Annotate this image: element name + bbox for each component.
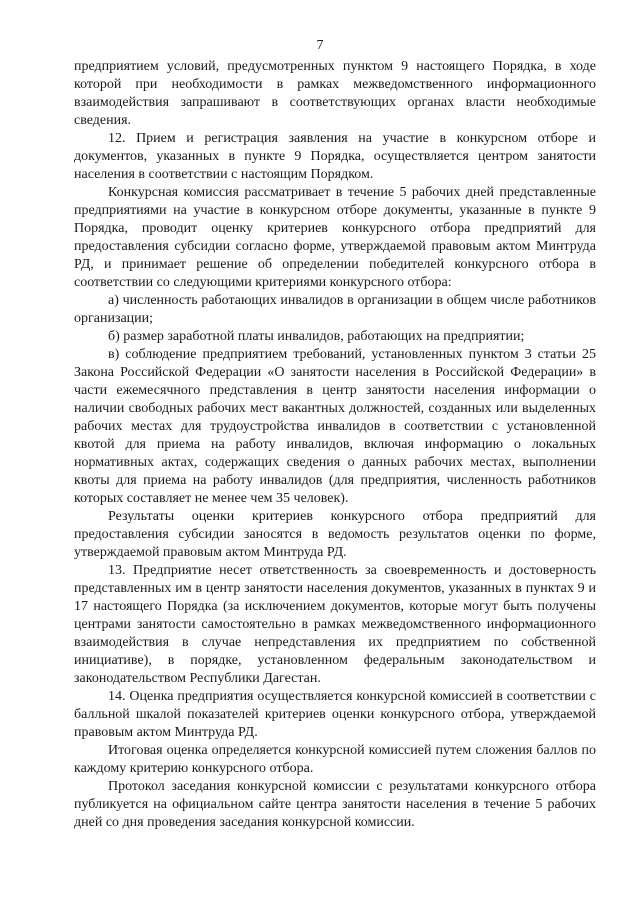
paragraph-continuation: предприятием условий, предусмотренных пунктом 9 настоящего Порядка, в ходе которой при необходимости в рамках межведомственного информационного взаимодействия запрашивают в соответствующих органах власти необходимые сведения. — [74, 59, 596, 128]
paragraph-item-12: 12. Прием и регистрация заявления на участие в конкурсном отборе и документов, указанных в пункте 9 Порядка, осуществляется центром занятости населения в соответствии с настоящим Порядком. — [74, 131, 596, 182]
paragraph-item-13: 13. Предприятие несет ответственность за своевременность и достоверность представленных им в центр занятости населения документов, указанных в пунктах 9 и 17 настоящего Порядка (за исключением документов, которые могут быть получены центрами занятости самостоятельно в рамках межведомственного информационного взаимодействия в случае непредставления их предприятием по собственной инициативе), в порядке, установленном федеральным законодательством и законодательством Республики Дагестан. — [74, 563, 596, 686]
paragraph-final-score: Итоговая оценка определяется конкурсной комиссией путем сложения баллов по каждому критерию конкурсного отбора. — [74, 743, 596, 776]
paragraph-item-14: 14. Оценка предприятия осуществляется конкурсной комиссией в соответствии с балльной шкалой показателей критериев оценки конкурсного отбора, утверждаемой правовым актом Минтруда РД. — [74, 689, 596, 740]
criterion-a: а) численность работающих инвалидов в организации в общем числе работников организации; — [74, 293, 596, 326]
paragraph-protocol: Протокол заседания конкурсной комиссии с результатами конкурсного отбора публикуется на официальном сайте центра занятости населения в течение 5 рабочих дней со дня проведения заседания конкурсной комиссии. — [74, 779, 596, 830]
document-body — [74, 58, 596, 832]
paragraph-commission: Конкурсная комиссия рассматривает в течение 5 рабочих дней представленные предприятиями на участие в конкурсном отборе документы, указанные в пункте 9 Порядка, проводит оценку критериев конкурсного отбора предприятий для предоставления субсидии согласно форме, утверждаемой правовым актом Минтруда РД, и принимает решение об определении победителей конкурсного отбора в соответствии со следующими критериями конкурсного отбора: — [74, 185, 596, 290]
criterion-b: б) размер заработной платы инвалидов, работающих на предприятии; — [108, 329, 525, 344]
criterion-c: в) соблюдение предприятием требований, установленных пунктом 3 статьи 25 Закона Российской Федерации «О занятости населения в Российской Федерации» в части ежемесячного представления в центр занятости населения информации о наличии свободных рабочих мест вакантных должностей, созданных или выделенных рабочих местах для трудоустройства инвалидов в соответствии с установленной квотой для приема на работу инвалидов, включая информацию о локальных нормативных актах, содержащих сведения о данных рабочих местах, выполнении квоты для приема на работу инвалидов (для предприятия, численность работников которых составляет не менее чем 35 человек). — [74, 347, 596, 506]
page-number: 7 — [316, 38, 324, 53]
paragraph-results: Результаты оценки критериев конкурсного отбора предприятий для предоставления субсидии заносятся в ведомость результатов оценки по форме, утверждаемой правовым актом Минтруда РД. — [74, 509, 596, 560]
